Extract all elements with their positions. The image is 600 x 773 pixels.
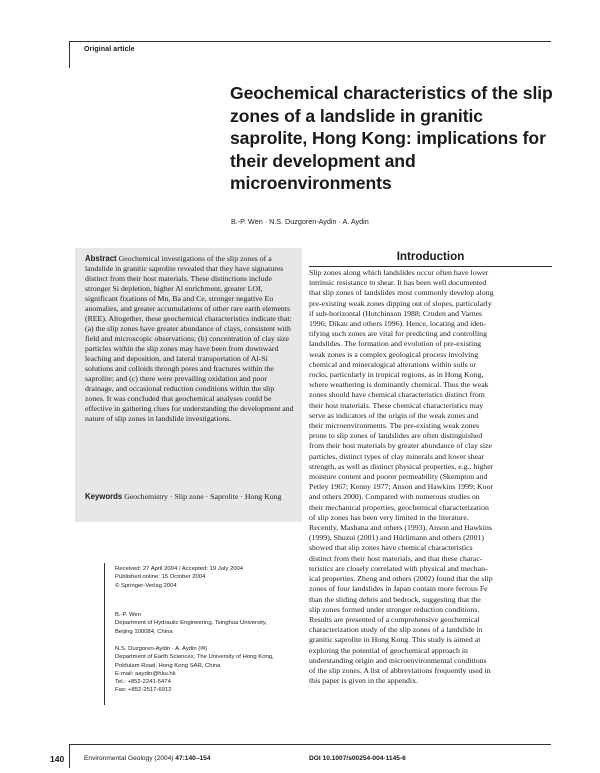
introduction-rule [309, 266, 552, 267]
affiliation-line: Pokfulam Road, Hong Kong SAR, China [115, 662, 221, 669]
introduction-line: Slip zones along which landslides occur often have lower [309, 268, 489, 277]
abstract [85, 254, 295, 424]
affiliation-line: Department of Earth Sciences, The University of Hong Kong, [115, 654, 274, 661]
introduction-line: Petley 1967; Kenny 1977; Anson and Hawkins 1999; Koor [309, 482, 494, 492]
introduction-line: rocks, particularly in tropical regions, as in Hong Kong, [309, 370, 484, 380]
introduction-line: prone to slip zones of landslides are often distinguished [309, 431, 483, 441]
introduction-line: zones of four landslides in Japan contain more ferrous Fe [309, 584, 488, 594]
introduction-line: exploring the potential of geochemical approach in [309, 645, 468, 655]
keywords [85, 492, 295, 502]
meta-margin-line [104, 563, 105, 705]
journal-name: Environmental Geology (2004) [84, 755, 174, 762]
introduction-line: this paper is given in the appendix. [309, 676, 418, 686]
introduction-line: granitic saprolite in Hong Kong. This study is aimed at [309, 635, 481, 645]
header-margin-line [69, 41, 70, 68]
introduction-line: zones should have chemical characteristics distinct from [309, 390, 485, 400]
introduction-line: intrinsic resistance to shear. It has been well documented [309, 278, 487, 288]
article-authors: B.-P. Wen · N.S. Duzgoren-Aydin · A. Aydin [231, 217, 369, 226]
introduction-heading: Introduction [396, 250, 465, 263]
header-rule [69, 41, 551, 42]
introduction-line: landslides. The formation and evolution of pre-existing [309, 339, 481, 349]
footer-rule [69, 744, 551, 745]
introduction-line: of the slip zones. A list of abbreviations frequently used in [309, 665, 491, 675]
affiliation-aydin [115, 645, 274, 695]
footer-margin-line [69, 744, 70, 768]
introduction-line: pre-existing weak zones dipping out of slopes, particularly [309, 298, 492, 308]
introduction-line: distinct from their host materials, and that these charac- [309, 553, 483, 563]
introduction-line: slip zones formed under stronger reduction conditions. [309, 604, 480, 614]
email-link[interactable]: E-mail: aaydin@hku.hk [115, 670, 176, 677]
affiliation-wen [115, 611, 267, 636]
article-title: Geochemical characteristics of the slip zones of a landslide in granitic saprolite, Hong Kong: implications for their development and microenvironments [230, 83, 553, 194]
introduction-line: moisture content and poorer permeability (Skempton and [309, 472, 488, 482]
published-date: Published online: 15 October 2004 [115, 574, 206, 581]
keywords-label: Keywords [85, 492, 123, 501]
introduction-line: characterization study of the slip zones of a landslide in [309, 625, 483, 635]
introduction-line: understanding origin and microenvironmental conditions [309, 655, 487, 665]
introduction-line: ical properties. Zheng and others (2002) found that the slip [309, 574, 493, 584]
introduction-line: from their host materials by greater abundance of clay size [309, 441, 492, 451]
introduction-line: weak zones is a complex geological process involving [309, 349, 479, 359]
introduction-text [309, 268, 554, 686]
introduction-line: Results are presented of a comprehensive geochemical [309, 614, 480, 624]
introduction-line: particles, distinct types of clay minerals and lower shear [309, 451, 485, 461]
introduction-line: tifying such zones are vital for predicting and controlling [309, 329, 487, 339]
affiliation-line: Department of Hydraulic Engineering, Tsinghua University, [115, 620, 268, 627]
introduction-line: Recently, Mashana and others (1993), Anson and Hawkins [309, 523, 492, 533]
journal-citation [84, 755, 210, 762]
volume-pages: 47:140–154 [175, 755, 211, 762]
article-type-label: Original article [84, 46, 135, 53]
affiliation-line: Fax: +852-2517-6912 [115, 687, 172, 694]
introduction-line: (1999), Shuzui (2001) and Hürlimann and others (2001) [309, 533, 484, 543]
abstract-text: Geochemical investigations of the slip zones of a landslide in granitic saprolite revealed that they have signatures distinct from their host materials. These distinctions include stronger Si depletion, higher Al enrichment, greater LOI, significant fixations of Mn, Ba and Ce, stronger negative Eu anomalies, and greater accumulations of other rare earth elements (REE). Altogether, these geochemical characteristics indicate that: (a) the slip zones have greater abundance of clays, consistent with field and microscopic observations; (b) concentration of clay size particles within the slip zones may have been from downward leaching and deposition, and lateral transportation of Al-Si solutions and colloids through pores and fractures within the saprolite; and (c) there were prevailing oxidation and poor drainage, and occasional reduction conditions within the slip zones. It was concluded that geochemical analyses could be effective in gathering clues for understanding the development and nature of slip zones in landslide investigations. [85, 254, 294, 423]
introduction-line: and others 2000). Compared with numerous studies on [309, 492, 480, 502]
affiliation-line: N.S. Duzgoren-Aydin · A. Aydin (✉) [115, 646, 208, 652]
affiliation-line: Tel.: +852-2241-5474 [115, 679, 171, 686]
introduction-line: their host materials. These chemical characteristics may [309, 400, 484, 410]
introduction-line: teristics are closely correlated with physical and mechan- [309, 563, 488, 573]
introduction-line: showed that slip zones have chemical characteristics [309, 543, 473, 553]
affiliation-line: Beijing 100084, China [115, 628, 173, 635]
introduction-line: chemical and mineralogical alterations within soils or [309, 359, 477, 369]
received-accepted-date: Received: 27 April 2004 / Accepted: 19 July 2004 [115, 566, 244, 572]
introduction-line: their microenvironments. The pre-existing weak zones [309, 421, 480, 431]
introduction-line: of slip zones has been very limited in the literature. [309, 512, 469, 522]
abstract-label: Abstract [85, 254, 117, 263]
introduction-line: strength, as well as distinct physical properties, e.g., higher [309, 461, 494, 471]
article-dates [115, 565, 243, 590]
keywords-text: Geochemistry · Slip zone · Saprolite · Hong Kong [124, 492, 282, 501]
introduction-line: where weathering is dominantly chemical. Thus the weak [309, 380, 489, 390]
copyright: © Springer-Verlag 2004 [115, 582, 177, 589]
introduction-line: if sub-horizontal (Hutchinson 1988; Cruden and Varnes [309, 308, 483, 318]
page-number: 140 [50, 754, 65, 764]
introduction-line: 1996; Dikau and others 1996). Hence, locating and iden- [309, 319, 487, 329]
introduction-line: that slip zones of landslides most commonly develop along [309, 288, 494, 298]
introduction-line: serve as indicators of the origin of the weak zones and [309, 410, 479, 420]
introduction-line: than the sliding debris and bedrock, suggesting that the [309, 594, 481, 604]
introduction-line: their mechanical properties, geochemical characterization [309, 502, 489, 512]
affiliation-line: B.-P. Wen [115, 612, 141, 618]
doi: DOI 10.1007/s00254-004-1145-6 [309, 755, 406, 762]
